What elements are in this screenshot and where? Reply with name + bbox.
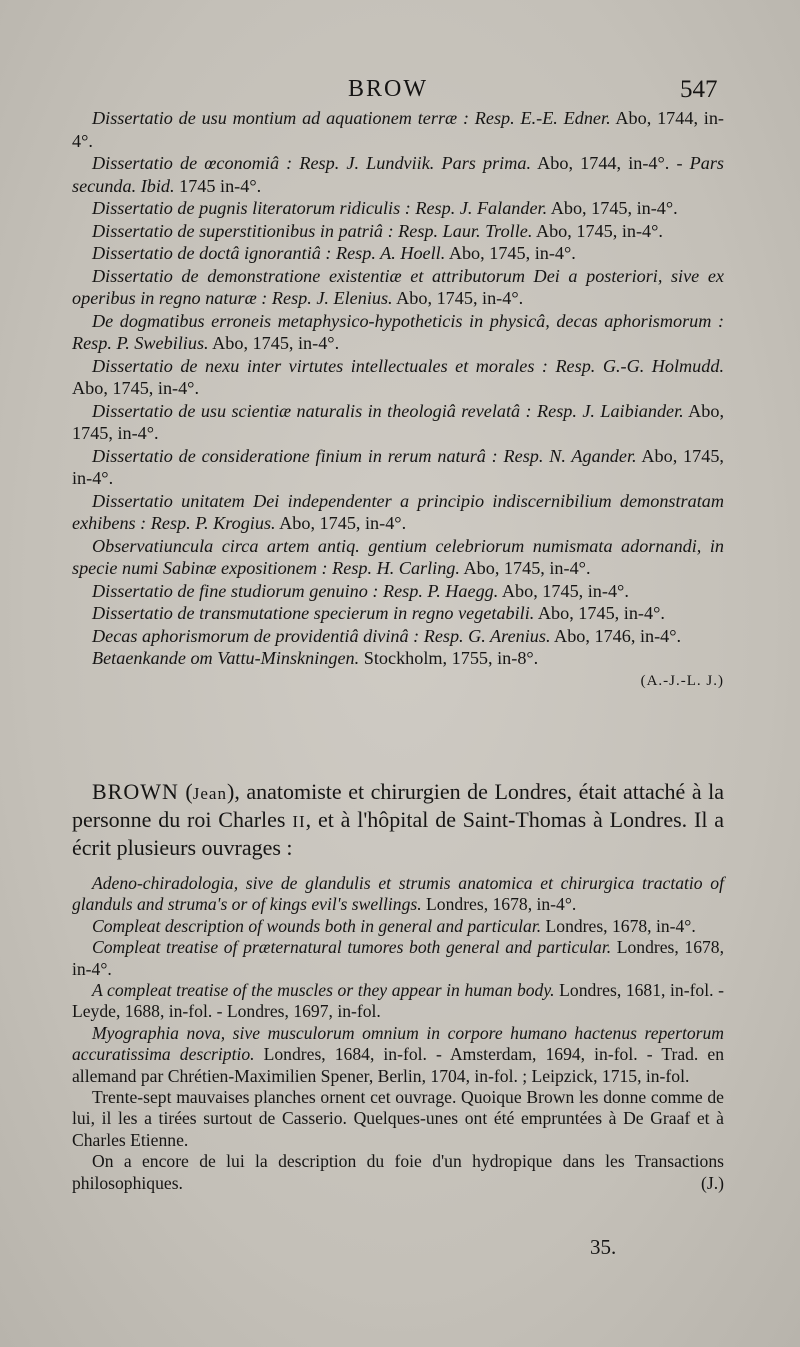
page-number: 547 bbox=[680, 76, 718, 103]
work-entry: Compleat treatise of præternatural tumores both general and particular. Londres, 1678, in-4°. bbox=[72, 937, 724, 979]
bibliography-entry: Dissertatio de doctâ ignorantiâ : Resp. A. Hoell. Abo, 1745, in-4°. bbox=[92, 243, 576, 263]
running-header bbox=[0, 76, 800, 110]
bibliography-entry: Decas aphorismorum de providentiâ divinâ : Resp. G. Arenius. Abo, 1746, in-4°. bbox=[92, 625, 682, 646]
bibliography-entry: Dissertatio de superstitionibus in patriâ : Resp. Laur. Trolle. Abo, 1745, in-4°. bbox=[92, 220, 663, 241]
bibliography-entry: Observatiuncula circa artem antiq. gentium celebriorum numismata adornandi, in specie numi Sabinæ expositionem : Resp. H. Carling. Abo, 1745, in-4°. bbox=[72, 535, 724, 578]
bibliography-entry: Dissertatio de transmutatione specierum in regno vegetabili. Abo, 1745, in-4°. bbox=[92, 603, 665, 623]
entry-name: BROWN bbox=[92, 779, 179, 804]
work-entry: Compleat description of wounds both in general and particular. Londres, 1678, in-4°. bbox=[92, 915, 696, 936]
work-entry: Adeno-chiradologia, sive de glandulis et strumis anatomica et chirurgica tractatio of glanduls and struma's or of kings evil's swellings. Londres, 1678, in-4°. bbox=[72, 873, 724, 915]
bibliography-entry: Dissertatio de fine studiorum genuino : Resp. P. Haegg. Abo, 1745, in-4°. bbox=[92, 580, 629, 601]
author-signature: (J.) bbox=[701, 1172, 724, 1193]
work-entry: Myographia nova, sive musculorum omnium in corpore humano hactenus repertorum accuratissima descriptio. Londres, 1684, in-fol. - Amsterdam, 1694, in-fol. - Trad. en allemand par Chrétien-Maximilien Spener, Berlin, 1704, in-fol. ; Leipzick, 1715, in-fol. bbox=[72, 1022, 724, 1086]
bibliography-entry: De dogmatibus erroneis metaphysico-hypotheticis in physicâ, decas aphorismorum : Resp. P. Swebilius. Abo, 1745, in-4°. bbox=[72, 310, 724, 353]
bibliography-entry: Dissertatio de usu montium ad aquationem terræ : Resp. E.-E. Edner. Abo, 1744, in-4°. bbox=[72, 108, 724, 151]
works-list bbox=[72, 873, 724, 1194]
entry-first-name: Jean bbox=[192, 784, 227, 803]
bibliography-list bbox=[72, 107, 724, 692]
author-signature: (A.-J.-L. J.) bbox=[640, 672, 724, 689]
note-paragraph: On a encore de lui la description du foie d'un hydropique dans les Transactions philosophiques. (J.) bbox=[72, 1151, 724, 1193]
running-title: BROW bbox=[348, 76, 428, 102]
sheet-signature: 35. bbox=[590, 1235, 617, 1259]
work-entry: A compleat treatise of the muscles or they appear in human body. Londres, 1681, in-fol. - Leyde, 1688, in-fol. - Londres, 1697, in-fol. bbox=[72, 980, 724, 1022]
biography-paragraph: BROWN (Jean), anatomiste et chirurgien de Londres, était attaché à la personne du roi Charles II, et à l'hôpital de Saint-Thomas à Londres. Il a écrit plusieurs ouvrages : bbox=[72, 779, 725, 860]
bibliography-entry: Dissertatio de demonstratione existentiæ et attributorum Dei a posteriori, sive ex operibus in regno naturæ : Resp. J. Elenius. Abo, 1745, in-4°. bbox=[72, 265, 724, 308]
bibliography-entry: Dissertatio de œconomiâ : Resp. J. Lundviik. Pars prima. Abo, 1744, in-4°. - Pars secunda. Ibid. 1745 in-4°. bbox=[72, 153, 724, 196]
bibliography-entry: Dissertatio de nexu inter virtutes intellectuales et morales : Resp. G.-G. Holmudd. Abo, 1745, in-4°. bbox=[72, 355, 724, 398]
bibliography-entry: Dissertatio de consideratione finium in rerum naturâ : Resp. N. Agander. Abo, 1745, in-4°. bbox=[72, 445, 724, 488]
bibliography-entry: Dissertatio de usu scientiæ naturalis in theologiâ revelatâ : Resp. J. Laibiander. Abo, 1745, in-4°. bbox=[72, 400, 724, 443]
note-paragraph: Trente-sept mauvaises planches ornent cet ouvrage. Quoique Brown les donne comme de lui, il les a tirées surtout de Casserio. Quelques-unes ont été empruntées à De Graaf et à Charles Etienne. bbox=[72, 1087, 724, 1150]
bibliography-entry: Dissertatio unitatem Dei independenter a principio indiscernibilium demonstratam exhibens : Resp. P. Krogius. Abo, 1745, in-4°. bbox=[72, 490, 724, 533]
bibliography-entry: Betaenkande om Vattu-Minskningen. Stockholm, 1755, in-8°. bbox=[92, 648, 539, 668]
bibliography-entry: Dissertatio de pugnis literatorum ridiculis : Resp. J. Falander. Abo, 1745, in-4°. bbox=[92, 198, 678, 218]
